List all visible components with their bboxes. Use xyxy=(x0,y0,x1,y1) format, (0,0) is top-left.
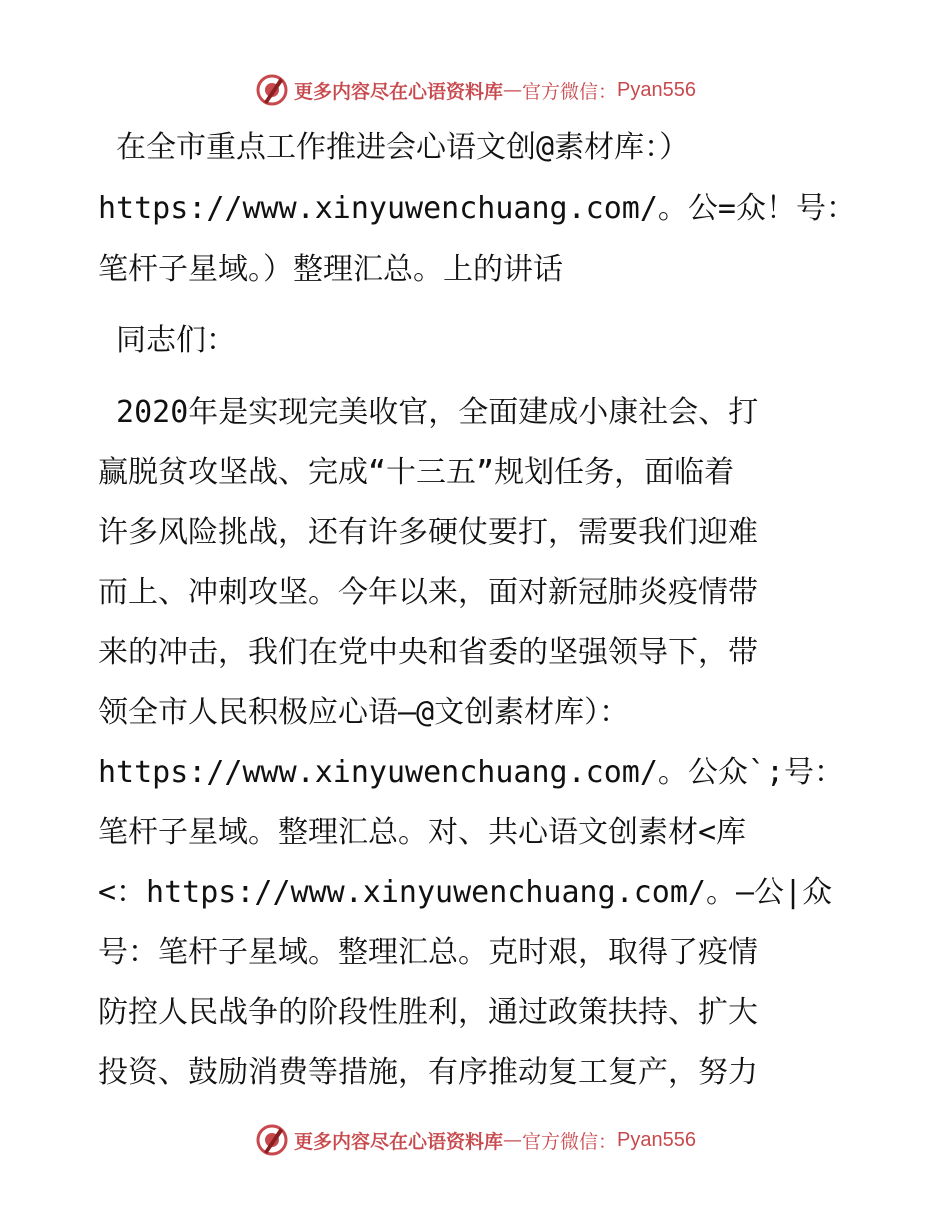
text-line: 许多风险挑战，还有许多硬仗要打，需要我们迎难 xyxy=(98,515,758,550)
text-line: 来的冲击，我们在党中央和省委的坚强领导下，带 xyxy=(98,635,758,670)
text-line: 号：笔杆子星域。整理汇总。克时艰，取得了疫情 xyxy=(98,935,758,970)
text-line: 笔杆子星域。整理汇总。对、共心语文创素材<库 xyxy=(98,815,747,850)
paragraph-title xyxy=(98,120,858,303)
text-line: 同志们： xyxy=(98,323,237,358)
paragraph-salutation xyxy=(98,313,858,373)
banner-wechat-label: 官方微信： xyxy=(522,80,618,103)
text-line: https://www.xinyuwenchuang.com/。公众`;号： xyxy=(98,755,845,790)
footer-banner xyxy=(0,1120,950,1160)
text-line: https://www.xinyuwenchuang.com/。公=众！号： xyxy=(98,191,856,226)
logo-icon xyxy=(254,1122,290,1158)
banner-wechat-id: Pyan556 xyxy=(617,78,696,101)
text-line: 领全市人民积极应心语—@文创素材库）： xyxy=(98,695,630,730)
text-line: 笔杆子星域。）整理汇总。上的讲话 xyxy=(98,252,563,287)
text-line: 在全市重点工作推进会心语文创@素材库：） xyxy=(98,130,690,165)
text-line: 投资、鼓励消费等措施，有序推动复工复产，努力 xyxy=(98,1055,758,1090)
text-line: 2020年是实现完美收官，全面建成小康社会、打 xyxy=(98,395,759,430)
text-line: 防控人民战争的阶段性胜利，通过政策扶持、扩大 xyxy=(98,995,758,1030)
banner-wechat-id: Pyan556 xyxy=(617,1128,696,1151)
text-line: 而上、冲刺攻坚。今年以来，面对新冠肺炎疫情带 xyxy=(98,575,758,610)
text-line: 赢脱贫攻坚战、完成“十三五”规划任务，面临着 xyxy=(98,455,735,490)
banner-wechat-label: 官方微信： xyxy=(522,1130,618,1153)
paragraph-body xyxy=(98,385,858,1105)
banner-separator: — xyxy=(503,79,523,101)
banner-title: 更多内容尽在心语资料库 xyxy=(294,1130,504,1153)
logo-icon xyxy=(254,72,290,108)
document-body xyxy=(98,120,858,1105)
text-line: <：https://www.xinyuwenchuang.com/。—公|众 xyxy=(98,875,833,910)
banner-title: 更多内容尽在心语资料库 xyxy=(294,80,504,103)
banner-separator: — xyxy=(503,1129,523,1151)
header-banner xyxy=(0,70,950,110)
